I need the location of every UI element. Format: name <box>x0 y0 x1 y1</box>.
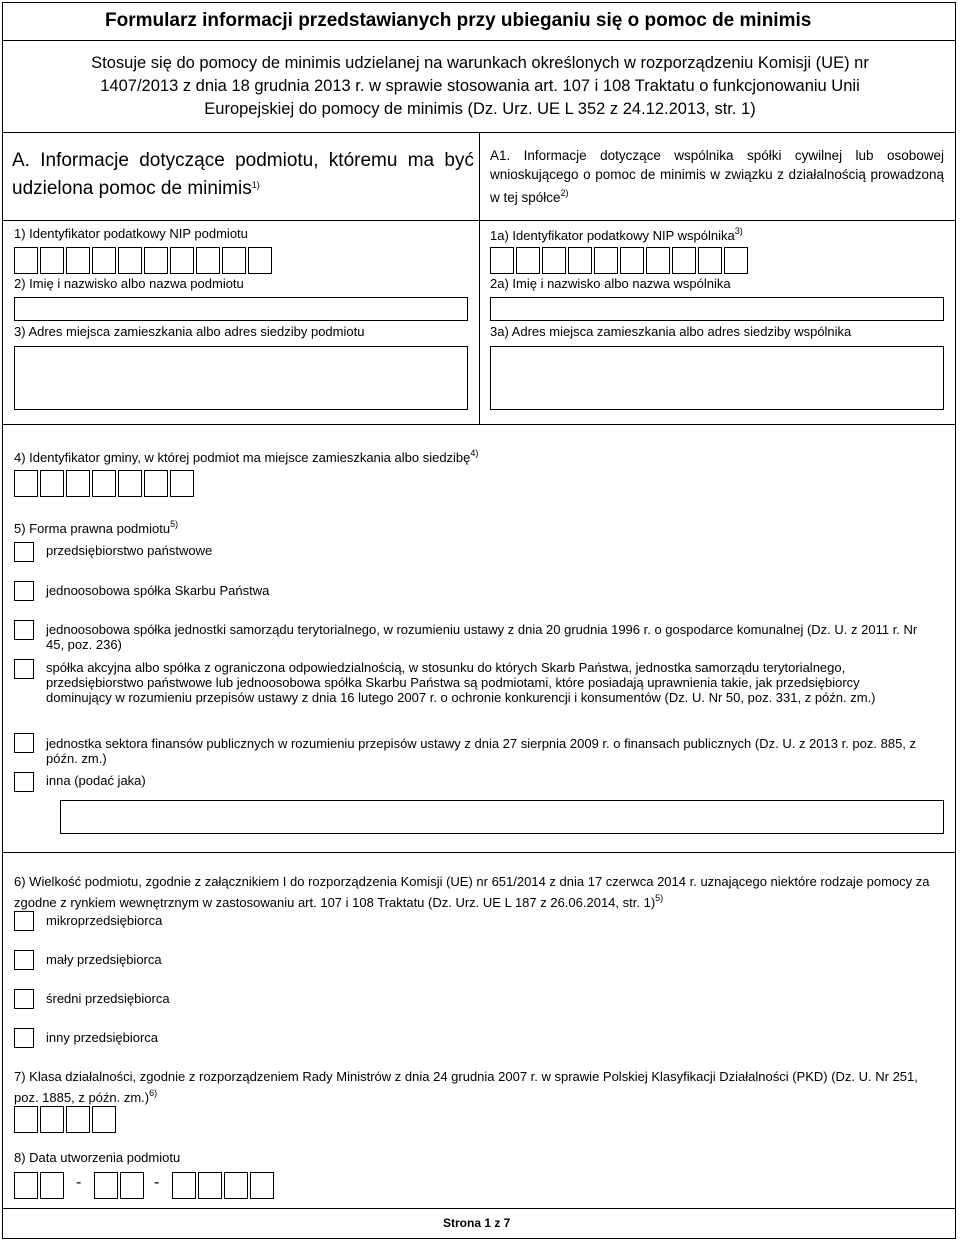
digit-cell[interactable] <box>196 247 220 274</box>
pkd-cell[interactable] <box>40 1106 64 1133</box>
size-checkbox-1[interactable] <box>14 911 34 931</box>
legal-form-checkbox-5[interactable] <box>14 733 34 753</box>
digit-cell[interactable] <box>118 470 142 497</box>
size-option-2: mały przedsiębiorca <box>46 952 162 967</box>
digit-cell[interactable] <box>594 247 618 274</box>
section-divider-bottom <box>2 424 956 425</box>
digit-cell[interactable] <box>620 247 644 274</box>
partner-nip-label: 1a) Identyfikator podatkowy NIP wspólnika$^{3)}$ <box>490 226 743 243</box>
footer-divider <box>2 1208 956 1209</box>
partner-name-label: 2a) Imię i nazwisko albo nazwa wspólnika <box>490 276 731 291</box>
address-label: 3) Adres miejsca zamieszkania albo adres siedziby podmiotu <box>14 324 365 339</box>
intro-text: Stosuje się do pomocy de minimis udzielanej na warunkach określonych w rozporządzeniu Komisji (UE) nr 1407/2013 z dnia 18 grudnia 2013 r. w sprawie stosowania art. 107 i 108 Traktatu o funkcjonowaniu Unii Europejskiej do pomocy de minimis (Dz. Urz. UE L 352 z 24.12.2013, str. 1) <box>91 54 869 118</box>
digit-cell[interactable] <box>14 470 38 497</box>
digit-cell[interactable] <box>170 470 194 497</box>
page-number: Strona 1 z 7 <box>443 1216 511 1230</box>
partner-name-field[interactable] <box>490 297 944 321</box>
creation-day-input[interactable] <box>14 1172 66 1199</box>
legal-form-checkbox-2[interactable] <box>14 581 34 601</box>
section-a-heading: A. Informacje dotyczące podmiotu, któremu ma być udzielona pomoc de minimis$^{1)}$ <box>12 150 474 199</box>
partner-address-label: 3a) Adres miejsca zamieszkania albo adres siedziby wspólnika <box>490 324 852 339</box>
digit-cell[interactable] <box>66 247 90 274</box>
digit-cell[interactable] <box>646 247 670 274</box>
legal-form-checkbox-1[interactable] <box>14 542 34 562</box>
address-field[interactable] <box>14 346 468 410</box>
digit-cell[interactable] <box>248 247 272 274</box>
digit-cell[interactable] <box>672 247 696 274</box>
date-cell[interactable] <box>40 1172 64 1199</box>
legal-form-option-2: jednoosobowa spółka Skarbu Państwa <box>46 583 270 598</box>
nip-label: 1) Identyfikator podatkowy NIP podmiotu <box>14 226 248 241</box>
legal-form-option-6: inna (podać jaka) <box>46 773 146 788</box>
date-cell[interactable] <box>120 1172 144 1199</box>
digit-cell[interactable] <box>40 470 64 497</box>
partner-nip-input[interactable] <box>490 247 750 274</box>
digit-cell[interactable] <box>92 247 116 274</box>
title-divider <box>2 40 956 41</box>
size-option-1: mikroprzedsiębiorca <box>46 913 163 928</box>
legal-form-checkbox-4[interactable] <box>14 659 34 679</box>
digit-cell[interactable] <box>144 247 168 274</box>
creation-date-label: 8) Data utworzenia podmiotu <box>14 1150 181 1165</box>
creation-month-input[interactable] <box>94 1172 146 1199</box>
section-a1-heading-divider <box>479 220 956 221</box>
size-checkbox-3[interactable] <box>14 989 34 1009</box>
legal-form-option-3: jednoosobowa spółka jednostki samorządu terytorialnego, w rozumieniu ustawy z dnia 20 grudnia 1996 r. o gospodarce komunalnej (Dz. U. z 2011 r. Nr 45, poz. 236) <box>46 622 918 652</box>
digit-cell[interactable] <box>568 247 592 274</box>
section-divider-q6 <box>2 852 956 853</box>
section-divider-vertical <box>479 132 480 424</box>
section-a1-heading: A1. Informacje dotyczące wspólnika spółki cywilnej lub osobowej wnioskującego o pomoc de minimis w związku z działalnością prowadzoną w tej spółce$^{2)}$ <box>490 148 944 205</box>
legal-form-option-4: spółka akcyjna albo spółka z ograniczona odpowiedzialnością, w stosunku do których Skarb Państwa, jednostka samorządu terytorialnego, przedsiębiorstwo państwowe lub jednoosobowa spółka Skarbu Państwa są podmiotami, które posiadają uprawnienia takie, jak przedsiębiorcy dominujący w rozumieniu przepisów ustawy z dnia 16 lutego 2007 r. o ochronie konkurencji i konsumentów (Dz. U. Nr 50, poz. 331, z późn. zm.) <box>46 660 876 705</box>
pkd-input[interactable] <box>14 1106 118 1133</box>
pkd-cell[interactable] <box>92 1106 116 1133</box>
date-cell[interactable] <box>250 1172 274 1199</box>
digit-cell[interactable] <box>66 470 90 497</box>
size-option-4: inny przedsiębiorca <box>46 1030 159 1045</box>
digit-cell[interactable] <box>14 247 38 274</box>
size-checkbox-4[interactable] <box>14 1028 34 1048</box>
name-label: 2) Imię i nazwisko albo nazwa podmiotu <box>14 276 244 291</box>
municipality-id-input[interactable] <box>14 470 196 497</box>
date-cell[interactable] <box>14 1172 38 1199</box>
digit-cell[interactable] <box>724 247 748 274</box>
pkd-label: 7) Klasa działalności, zgodnie z rozporządzeniem Rady Ministrów z dnia 24 grudnia 2007 r. w sprawie Polskiej Klasyfikacji Działalności (PKD) (Dz. U. Nr 251, poz. 1885, z późn. zm.)$^{6)}$ <box>14 1069 918 1105</box>
digit-cell[interactable] <box>144 470 168 497</box>
legal-form-option-5: jednostka sektora finansów publicznych w rozumieniu przepisów ustawy z dnia 27 sierpnia 2009 r. o finansach publicznych (Dz. U. z 2013 r. poz. 885, z późn. zm.) <box>46 736 917 766</box>
digit-cell[interactable] <box>40 247 64 274</box>
date-separator: - <box>76 1174 82 1191</box>
digit-cell[interactable] <box>118 247 142 274</box>
legal-form-checkbox-3[interactable] <box>14 620 34 640</box>
size-label: 6) Wielkość podmiotu, zgodnie z załącznikiem I do rozporządzenia Komisji (UE) nr 651/2014 z dnia 17 czerwca 2014 r. uznającego niektóre rodzaje pomocy za zgodne z rynkiem wewnętrznym w zastosowaniu art. 107 i 108 Traktatu (Dz. Urz. UE L 187 z 26.06.2014, str. 1)$^{5)}$ <box>14 874 930 910</box>
nip-input[interactable] <box>14 247 274 274</box>
date-cell[interactable] <box>224 1172 248 1199</box>
date-cell[interactable] <box>198 1172 222 1199</box>
name-field[interactable] <box>14 297 468 321</box>
legal-form-checkbox-6[interactable] <box>14 772 34 792</box>
date-cell[interactable] <box>94 1172 118 1199</box>
legal-form-option-1: przedsiębiorstwo państwowe <box>46 543 213 558</box>
date-separator: - <box>154 1174 160 1191</box>
size-checkbox-2[interactable] <box>14 950 34 970</box>
digit-cell[interactable] <box>542 247 566 274</box>
partner-address-field[interactable] <box>490 346 944 410</box>
pkd-cell[interactable] <box>14 1106 38 1133</box>
digit-cell[interactable] <box>170 247 194 274</box>
digit-cell[interactable] <box>698 247 722 274</box>
digit-cell[interactable] <box>490 247 514 274</box>
legal-form-label: 5) Forma prawna podmiotu$^{5)}$ <box>14 519 179 536</box>
creation-year-input[interactable] <box>172 1172 276 1199</box>
pkd-cell[interactable] <box>66 1106 90 1133</box>
digit-cell[interactable] <box>92 470 116 497</box>
section-a-heading-divider <box>2 220 479 221</box>
form-title: Formularz informacji przedstawianych przy ubieganiu się o pomoc de minimis <box>105 10 812 31</box>
other-legal-form-field[interactable] <box>60 800 944 834</box>
size-option-3: średni przedsiębiorca <box>46 991 170 1006</box>
date-cell[interactable] <box>172 1172 196 1199</box>
digit-cell[interactable] <box>516 247 540 274</box>
digit-cell[interactable] <box>222 247 246 274</box>
municipality-id-label: 4) Identyfikator gminy, w której podmiot ma miejsce zamieszkania albo siedzibę$^{4)}$ <box>14 448 479 465</box>
